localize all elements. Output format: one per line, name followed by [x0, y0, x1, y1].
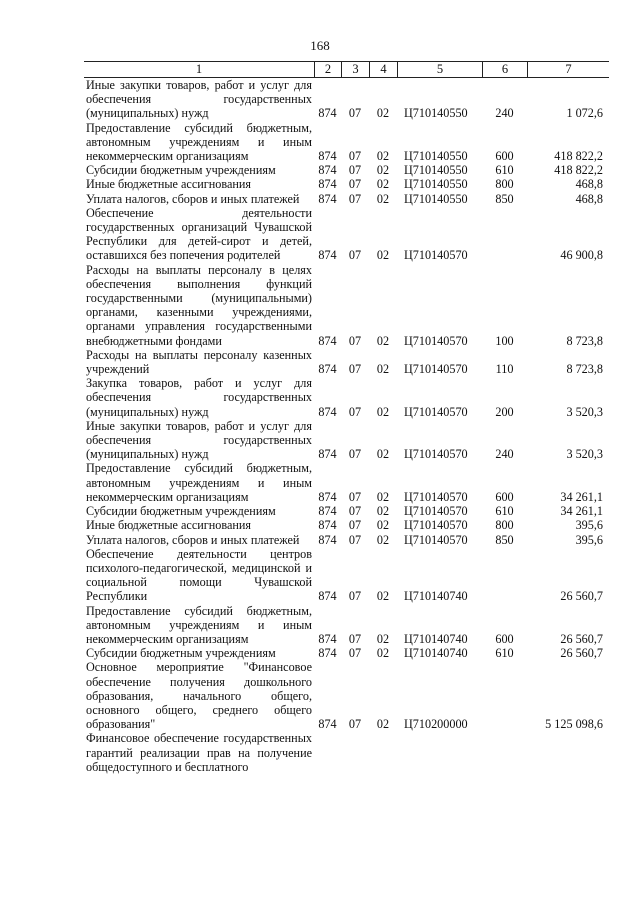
cell-description: Уплата налогов, сборов и иных платежей [86, 532, 300, 547]
table-row [86, 504, 611, 518]
cell-admin-code: 874 [318, 447, 337, 462]
cell-section: 07 [348, 362, 362, 377]
cell-subsection: 02 [376, 177, 390, 192]
cell-description: Иные бюджетные ассигнования [86, 177, 252, 192]
cell-expense-type: 610 [495, 646, 514, 661]
cell-target-article: Ц710140570 [404, 447, 468, 462]
cell-subsection: 02 [376, 646, 390, 661]
cell-description: Закупка товаров, работ и услуг для обеспечения государственных (муниципальных) нужд [86, 376, 312, 419]
cell-description: Расходы на выплаты персоналу казенных учреждений [86, 347, 312, 377]
table-row [86, 660, 611, 731]
cell-admin-code: 874 [318, 248, 337, 263]
cell-subsection: 02 [376, 333, 390, 348]
cell-admin-code: 874 [318, 106, 337, 121]
cell-description: Субсидии бюджетным учреждениям [86, 163, 276, 178]
cell-section: 07 [348, 518, 362, 533]
cell-target-article: Ц710140570 [404, 532, 468, 547]
cell-subsection: 02 [376, 106, 390, 121]
cell-description: Обеспечение деятельности государственных организаций Чувашской Республики для детей-сирот и детей, оставшихся без попечения родителей [86, 205, 312, 263]
cell-section: 07 [348, 447, 362, 462]
cell-admin-code: 874 [318, 518, 337, 533]
cell-description: Предоставление субсидий бюджетным, автономным учреждениям и иным некоммерческим организациям [86, 120, 312, 164]
cell-description: Иные бюджетные ассигнования [86, 518, 252, 533]
cell-section: 07 [348, 177, 362, 192]
cell-expense-type: 600 [495, 631, 514, 646]
cell-subsection: 02 [376, 631, 390, 646]
cell-subsection: 02 [376, 362, 390, 377]
cell-target-article: Ц710140740 [404, 631, 468, 646]
table-row [86, 419, 611, 462]
cell-target-article: Ц710140570 [404, 404, 468, 419]
cell-subsection: 02 [376, 404, 390, 419]
cell-expense-type: 610 [495, 163, 514, 178]
table-row [86, 121, 611, 164]
cell-admin-code: 874 [318, 191, 337, 206]
cell-section: 07 [348, 504, 362, 519]
cell-subsection: 02 [376, 447, 390, 462]
table-row [86, 206, 611, 263]
table-body [86, 78, 611, 774]
table-row [86, 518, 611, 532]
cell-section: 07 [348, 717, 362, 732]
cell-subsection: 02 [376, 717, 390, 732]
table-row [86, 78, 611, 121]
cell-target-article: Ц710140570 [404, 504, 468, 519]
table-row [86, 646, 611, 660]
cell-target-article: Ц710140570 [404, 518, 468, 533]
cell-target-article: Ц710140550 [404, 177, 468, 192]
cell-expense-type: 850 [495, 191, 514, 206]
table-row [86, 547, 611, 604]
cell-subsection: 02 [376, 248, 390, 263]
cell-subsection: 02 [376, 489, 390, 504]
cell-expense-type: 600 [495, 489, 514, 504]
cell-description: Финансовое обеспечение государственных гарантий реализации прав на получение общедоступного и бесплатного [86, 731, 312, 774]
cell-amount: 1 072,6 [566, 106, 603, 121]
cell-description: Иные закупки товаров, работ и услуг для обеспечения государственных (муниципальных) нужд [86, 418, 312, 462]
cell-expense-type: 600 [495, 149, 514, 164]
table-row [86, 163, 611, 177]
cell-subsection: 02 [376, 504, 390, 519]
cell-amount: 34 261,1 [560, 489, 603, 504]
cell-description: Субсидии бюджетным учреждениям [86, 504, 276, 519]
cell-section: 07 [348, 191, 362, 206]
cell-section: 07 [348, 589, 362, 604]
cell-admin-code: 874 [318, 333, 337, 348]
cell-target-article: Ц710140550 [404, 106, 468, 121]
cell-amount: 26 560,7 [560, 589, 603, 604]
cell-section: 07 [348, 404, 362, 419]
cell-expense-type: 240 [495, 106, 514, 121]
table-row [86, 348, 611, 376]
cell-admin-code: 874 [318, 177, 337, 192]
cell-target-article: Ц710140740 [404, 646, 468, 661]
cell-expense-type: 200 [495, 404, 514, 419]
cell-expense-type: 850 [495, 532, 514, 547]
cell-section: 07 [348, 163, 362, 178]
cell-description: Иные закупки товаров, работ и услуг для обеспечения государственных (муниципальных) нужд [86, 78, 312, 121]
cell-section: 07 [348, 646, 362, 661]
table-row [86, 461, 611, 504]
cell-admin-code: 874 [318, 589, 337, 604]
cell-admin-code: 874 [318, 532, 337, 547]
cell-subsection: 02 [376, 149, 390, 164]
cell-amount: 26 560,7 [560, 631, 603, 646]
cell-amount: 8 723,8 [566, 362, 603, 377]
cell-description: Предоставление субсидий бюджетным, автономным учреждениям и иным некоммерческим организациям [86, 603, 312, 646]
cell-target-article: Ц710140570 [404, 248, 468, 263]
cell-amount: 418 822,2 [554, 149, 603, 164]
cell-subsection: 02 [376, 518, 390, 533]
header-col-4: 4 [369, 62, 397, 77]
cell-subsection: 02 [376, 532, 390, 547]
cell-amount: 395,6 [575, 532, 603, 547]
cell-amount: 34 261,1 [560, 504, 603, 519]
cell-amount: 468,8 [575, 191, 603, 206]
table-row [86, 263, 611, 348]
cell-admin-code: 874 [318, 163, 337, 178]
cell-section: 07 [348, 149, 362, 164]
cell-description: Основное мероприятие "Финансовое обеспечение получения дошкольного образования, начального общего, основного общего, среднего общего образования" [86, 660, 312, 732]
cell-amount: 468,8 [575, 177, 603, 192]
header-col-2: 2 [314, 62, 341, 77]
header-col-7: 7 [527, 62, 609, 77]
cell-target-article: Ц710140550 [404, 191, 468, 206]
cell-amount: 395,6 [575, 518, 603, 533]
cell-amount: 3 520,3 [566, 447, 603, 462]
cell-amount: 418 822,2 [554, 163, 603, 178]
cell-section: 07 [348, 106, 362, 121]
cell-admin-code: 874 [318, 717, 337, 732]
cell-amount: 46 900,8 [560, 248, 603, 263]
cell-section: 07 [348, 248, 362, 263]
cell-subsection: 02 [376, 163, 390, 178]
cell-admin-code: 874 [318, 149, 337, 164]
cell-subsection: 02 [376, 191, 390, 206]
header-col-6: 6 [482, 62, 527, 77]
cell-amount: 26 560,7 [560, 646, 603, 661]
table-row [86, 192, 611, 206]
cell-description: Предоставление субсидий бюджетным, автономным учреждениям и иным некоммерческим организациям [86, 461, 312, 504]
cell-section: 07 [348, 333, 362, 348]
cell-expense-type: 100 [495, 333, 514, 348]
cell-description: Субсидии бюджетным учреждениям [86, 646, 276, 661]
cell-expense-type: 800 [495, 177, 514, 192]
cell-amount: 3 520,3 [566, 404, 603, 419]
cell-target-article: Ц710140570 [404, 362, 468, 377]
cell-amount: 5 125 098,6 [545, 717, 603, 732]
cell-target-article: Ц710200000 [404, 717, 468, 732]
header-col-1: 1 [195, 62, 203, 76]
cell-description: Расходы на выплаты персоналу в целях обеспечения выполнения функций государственными (муниципальными) органами, казенными учреждениями, органами управления государственными внебюджетными фондами [86, 262, 312, 348]
cell-admin-code: 874 [318, 646, 337, 661]
cell-expense-type: 240 [495, 447, 514, 462]
cell-target-article: Ц710140740 [404, 589, 468, 604]
table-row [86, 604, 611, 647]
cell-description: Обеспечение деятельности центров психолого-педагогической, медицинской и социальной помощи Чувашской Республики [86, 546, 312, 604]
table-row [86, 177, 611, 191]
cell-section: 07 [348, 489, 362, 504]
cell-admin-code: 874 [318, 631, 337, 646]
cell-target-article: Ц710140570 [404, 489, 468, 504]
cell-description: Уплата налогов, сборов и иных платежей [86, 191, 300, 206]
cell-admin-code: 874 [318, 489, 337, 504]
cell-target-article: Ц710140550 [404, 163, 468, 178]
cell-target-article: Ц710140550 [404, 149, 468, 164]
header-col-5: 5 [397, 62, 482, 77]
page-number: 168 [310, 38, 330, 53]
cell-target-article: Ц710140570 [404, 333, 468, 348]
table-row [86, 731, 611, 774]
cell-admin-code: 874 [318, 504, 337, 519]
cell-section: 07 [348, 532, 362, 547]
cell-subsection: 02 [376, 589, 390, 604]
header-col-3: 3 [341, 62, 369, 77]
cell-expense-type: 610 [495, 504, 514, 519]
cell-section: 07 [348, 631, 362, 646]
cell-admin-code: 874 [318, 404, 337, 419]
cell-expense-type: 800 [495, 518, 514, 533]
cell-admin-code: 874 [318, 362, 337, 377]
cell-amount: 8 723,8 [566, 333, 603, 348]
table-row [86, 376, 611, 419]
table-header [84, 61, 609, 78]
cell-expense-type: 110 [495, 362, 514, 377]
table-row [86, 533, 611, 547]
